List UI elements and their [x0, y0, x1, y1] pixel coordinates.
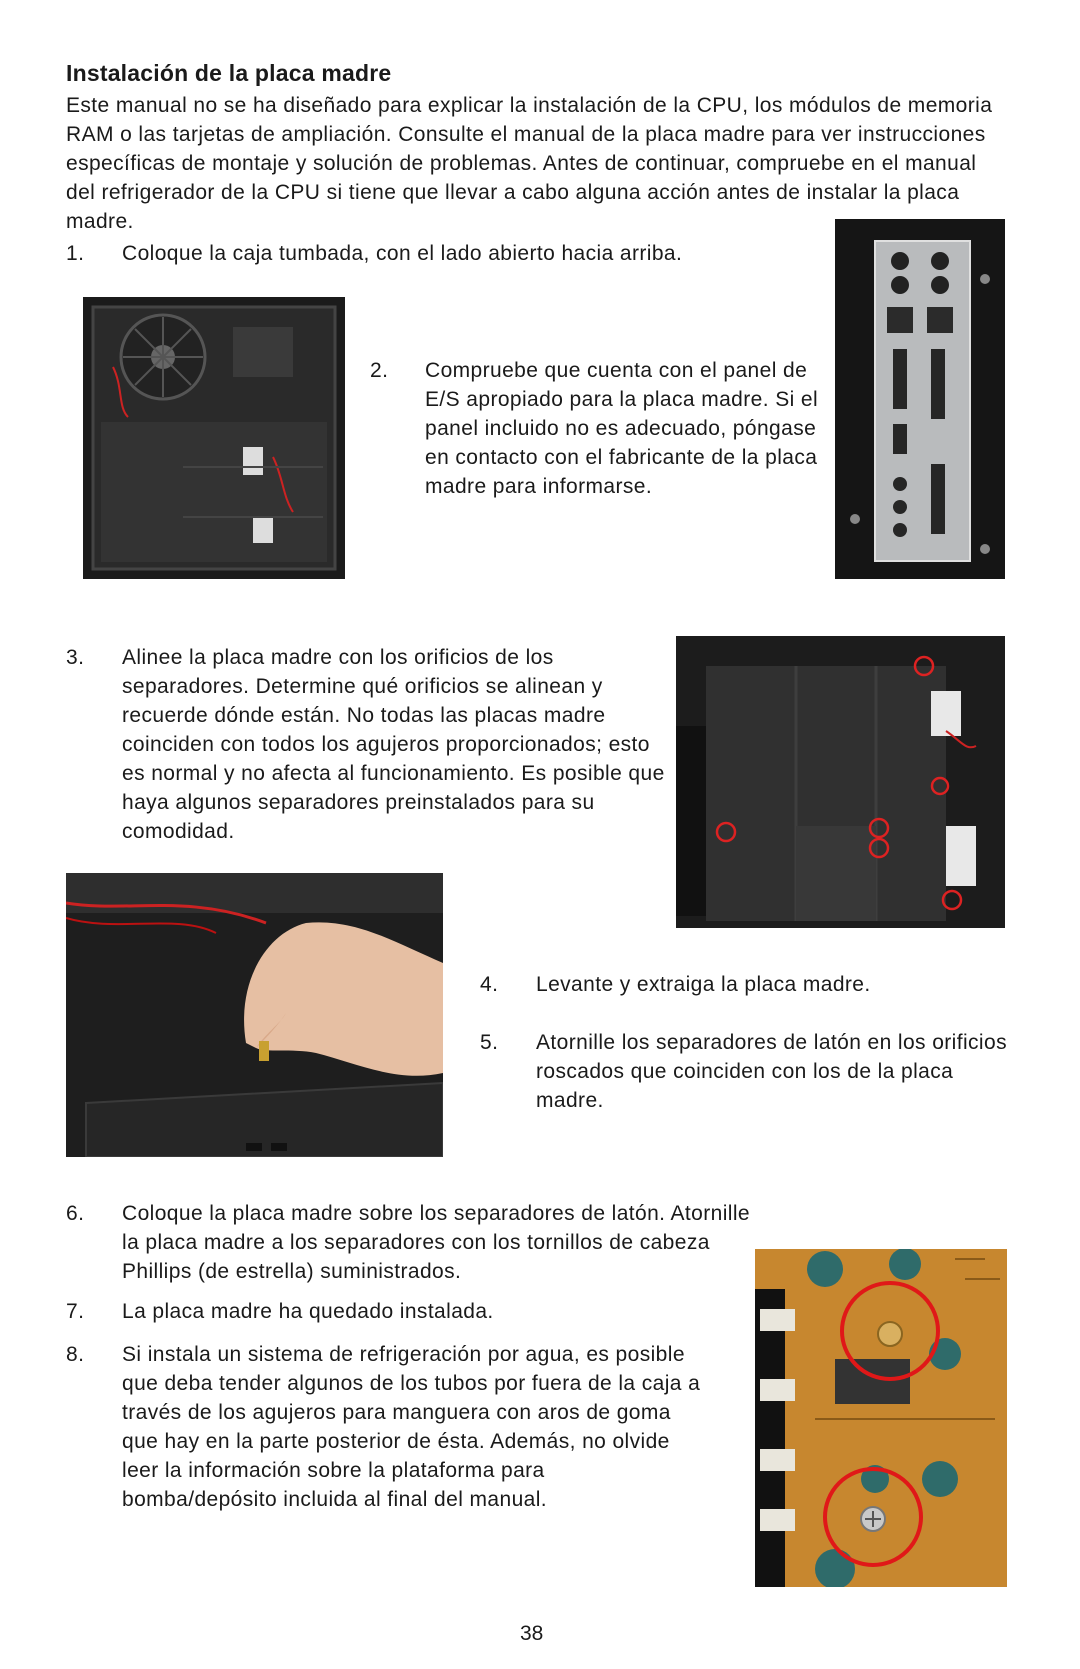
- step-3: [66, 643, 676, 853]
- install-standoff-photo: [66, 873, 443, 1157]
- motherboard-screws-photo: [755, 1249, 1007, 1587]
- step-7: [66, 1297, 686, 1327]
- step-text: La placa madre ha quedado instalada.: [122, 1300, 494, 1323]
- page-number: 38: [520, 1622, 544, 1645]
- step-8: [66, 1340, 706, 1550]
- step-text: Levante y extraiga la placa madre.: [536, 973, 871, 996]
- step-number: 8.: [66, 1343, 85, 1366]
- step-text: Compruebe que cuenta con el panel de E/S apropiado para la placa madre. Si el panel incluido no es adecuado, póngase en contacto con el fabricante de la placa madre para informarse.: [425, 359, 819, 498]
- step-number: 5.: [480, 1031, 499, 1054]
- case-interior-photo: [83, 297, 345, 579]
- step-text: Atornille los separadores de latón en los orificios roscados que coinciden con los de la placa madre.: [536, 1031, 1007, 1112]
- step-number: 4.: [480, 973, 499, 996]
- step-text: Coloque la caja tumbada, con el lado abierto hacia arriba.: [122, 242, 683, 265]
- step-number: 6.: [66, 1202, 85, 1225]
- step-text: Si instala un sistema de refrigeración por agua, es posible que deba tender algunos de los tubos por fuera de la caja a través de los agujeros para manguera con aros de goma que hay en la parte posterior de ésta. Además, no olvide leer la información sobre la plataforma para bomba/depósito incluida al final del manual.: [122, 1343, 701, 1511]
- step-text: Alinee la placa madre con los orificios de los separadores. Determine qué orificios se alinean y recuerde dónde están. No todas las placas madre coinciden con todos los agujeros proporcionados; esto es normal y no afecta al funcionamiento. Es posible que haya algunos separadores preinstalados para su comodidad.: [122, 646, 665, 843]
- standoff-holes-photo: [676, 636, 1005, 928]
- step-number: 2.: [370, 359, 389, 382]
- step-2: [370, 356, 830, 536]
- step-5: [480, 1028, 1040, 1118]
- io-panel-photo: [835, 219, 1005, 579]
- step-1: [66, 239, 826, 269]
- step-4: [480, 970, 1040, 1000]
- page-title: Instalación de la placa madre: [66, 60, 392, 86]
- step-number: 7.: [66, 1300, 85, 1323]
- step-text: Coloque la placa madre sobre los separadores de latón. Atornille la placa madre a los separadores con los tornillos de cabeza Phillips (de estrella) suministrados.: [122, 1202, 750, 1283]
- step-number: 3.: [66, 646, 85, 669]
- intro-paragraph: Este manual no se ha diseñado para explicar la instalación de la CPU, los módulos de memoria RAM o las tarjetas de ampliación. Consulte el manual de la placa madre para ver instrucciones específicas de montaje y solución de problemas. Antes de continuar, compruebe en el manual del refrigerador de la CPU si tiene que llevar a cabo alguna acción antes de instalar la placa madre.: [66, 94, 993, 233]
- step-number: 1.: [66, 242, 85, 265]
